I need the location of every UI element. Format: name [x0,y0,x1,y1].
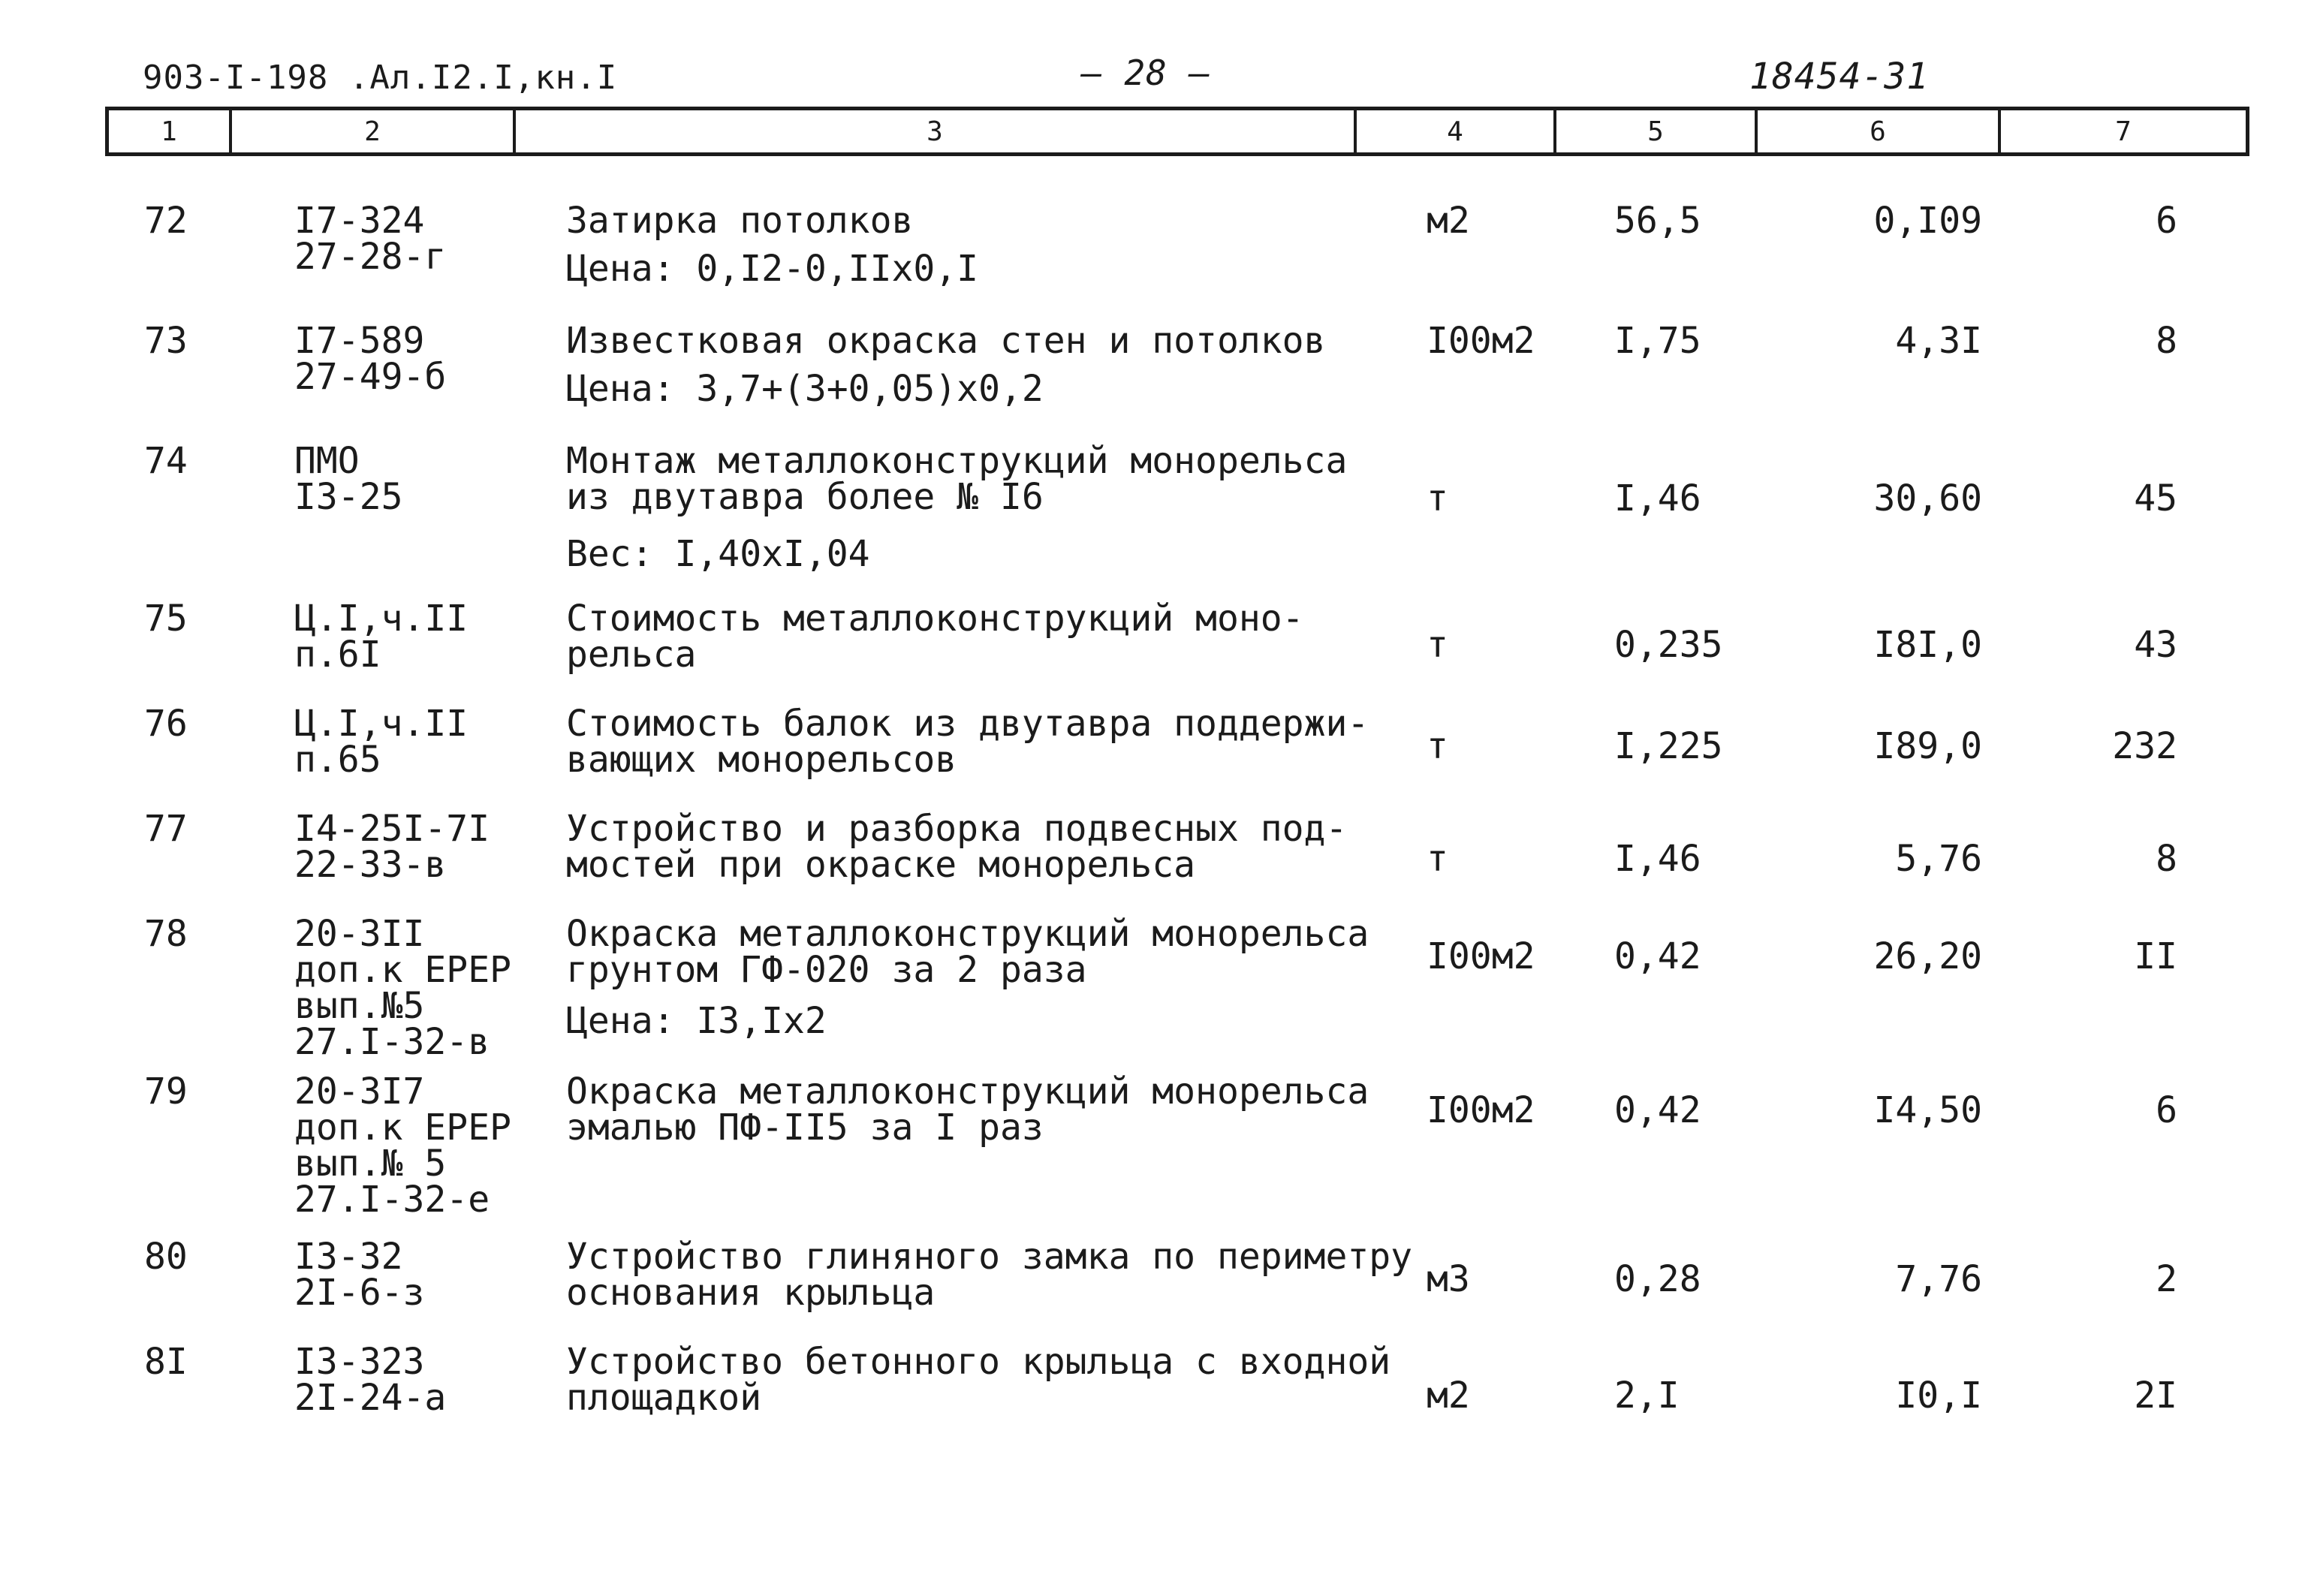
work-description: Окраска металлоконструкций монорельса грунтом ГФ-020 за 2 раза [566,913,1369,991]
price-note: Вес: I,40xI,04 [566,533,870,575]
rate-code: 20-3I7 доп.к ЕРЕР вып.№ 5 27.I-32-е [294,1071,511,1221]
rate-code: Ц.I,ч.II п.6I [294,598,469,676]
unit-of-measure: м2 [1427,200,1470,242]
unit-price: I0,I [1895,1375,1982,1417]
unit-price: 7,76 [1895,1258,1982,1300]
price-note: Цена: 0,I2-0,IIx0,I [566,248,979,290]
quantity: 2,I [1614,1375,1680,1417]
row-number: 78 [144,913,188,955]
unit-of-measure: м2 [1427,1375,1470,1417]
row-number: 77 [144,808,188,850]
unit-price: I89,0 [1873,725,1982,767]
total-cost: 45 [2134,477,2177,519]
column-number-5: 5 [1556,110,1758,152]
work-description: Окраска металлоконструкций монорельса эмалью ПФ-II5 за I раз [566,1071,1369,1149]
row-number: 75 [144,598,188,640]
unit-price: I4,50 [1873,1089,1982,1131]
quantity: I,46 [1614,838,1701,880]
quantity: 0,42 [1614,935,1701,977]
rate-code: I3-32 2I-6-з [294,1236,425,1314]
row-number: 79 [144,1071,188,1113]
unit-of-measure: т [1427,477,1448,519]
row-number: 73 [144,320,188,362]
total-cost: 6 [2156,1089,2177,1131]
unit-price: 4,3I [1895,320,1982,362]
column-number-6: 6 [1758,110,2001,152]
total-cost: 2I [2134,1375,2177,1417]
unit-price: 5,76 [1895,838,1982,880]
total-cost: 6 [2156,200,2177,242]
quantity: I,46 [1614,477,1701,519]
row-number: 76 [144,703,188,745]
unit-of-measure: I00м2 [1427,935,1535,977]
row-number: 74 [144,440,188,482]
unit-of-measure: т [1427,624,1448,666]
document-code: 903-I-198 .Ал.I2.I,кн.I [143,59,618,97]
work-description: Устройство бетонного крыльца с входной площадкой [566,1341,1391,1419]
unit-price: 0,I09 [1873,200,1982,242]
column-number-7: 7 [2115,116,2132,147]
rate-code: I7-589 27-49-б [294,320,447,398]
unit-price: 30,60 [1873,477,1982,519]
column-number-3: 3 [516,110,1357,152]
column-number-4: 4 [1357,110,1556,152]
unit-of-measure: I00м2 [1427,1089,1535,1131]
quantity: 0,42 [1614,1089,1701,1131]
total-cost: 8 [2156,320,2177,362]
work-description: Монтаж металлоконструкций монорельса из двутавра более № I6 [566,440,1348,518]
row-number: 72 [144,200,188,242]
work-description: Стоимость металлоконструкций моно- рельса [566,598,1304,676]
rate-code: I4-25I-7I 22-33-в [294,808,490,886]
unit-price: I8I,0 [1873,624,1982,666]
column-number-2: 2 [232,110,516,152]
total-cost: 8 [2156,838,2177,880]
rate-code: I7-324 27-28-г [294,200,447,278]
work-description: Устройство глиняного замка по периметру основания крыльца [566,1236,1413,1314]
column-number-1: 1 [109,110,232,152]
rate-code: I3-323 2I-24-а [294,1341,447,1419]
work-description: Известковая окраска стен и потолков [566,320,1326,362]
total-cost: II [2134,935,2177,977]
rate-code: Ц.I,ч.II п.65 [294,703,469,781]
total-cost: 232 [2112,725,2177,767]
unit-of-measure: т [1427,725,1448,767]
work-description: Устройство и разборка подвесных под- мостей при окраске монорельса [566,808,1348,886]
price-note: Цена: I3,Ix2 [566,1000,827,1042]
unit-of-measure: м3 [1427,1258,1470,1300]
work-description: Стоимость балок из двутавра поддержи- вающих монорельсов [566,703,1369,781]
unit-of-measure: т [1427,838,1448,880]
total-cost: 2 [2156,1258,2177,1300]
rate-code: 20-3II доп.к ЕРЕР вып.№5 27.I-32-в [294,913,511,1063]
quantity: 0,28 [1614,1258,1701,1300]
rate-code: ПМО I3-25 [294,440,403,518]
page-number: — 28 — [1081,53,1211,93]
inventory-number: 18454-31 [1749,56,1930,98]
unit-price: 26,20 [1873,935,1982,977]
row-number: 8I [144,1341,188,1383]
row-number: 80 [144,1236,188,1278]
quantity: 0,235 [1614,624,1723,666]
quantity: 56,5 [1614,200,1701,242]
total-cost: 43 [2134,624,2177,666]
work-description: Затирка потолков [566,200,914,242]
price-note: Цена: 3,7+(3+0,05)x0,2 [566,368,1044,410]
quantity: I,225 [1614,725,1723,767]
quantity: I,75 [1614,320,1701,362]
unit-of-measure: I00м2 [1427,320,1535,362]
